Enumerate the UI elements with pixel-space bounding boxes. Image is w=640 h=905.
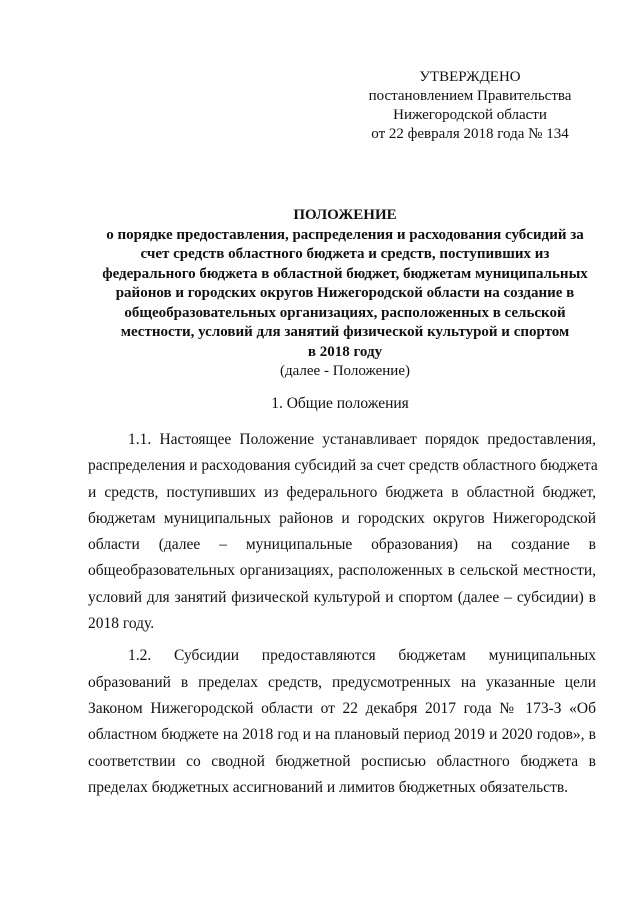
paragraph-line: образований в пределах средств, предусмотренных на указанные цели xyxy=(88,673,596,691)
document-body xyxy=(88,427,596,801)
title-line: местности, условий для занятий физической культурой и спортом xyxy=(120,324,570,340)
title-line: о порядке предоставления, распределения и расходования субсидий за xyxy=(106,226,584,243)
title-line: общеобразовательных организациях, расположенных в сельской xyxy=(124,304,566,321)
paragraph-line: и средств, поступивших из федерального бюджета в областной бюджет, xyxy=(88,483,596,501)
approval-line: Нижегородской области xyxy=(393,107,547,123)
paragraph-line: соответствии со сводной бюджетной росписью областного бюджета в xyxy=(88,752,596,770)
document-title xyxy=(80,206,610,382)
paragraph-line: 1.2. Субсидии предоставляются бюджетам муниципальных xyxy=(128,647,596,665)
paragraph-line: области (далее – муниципальные образования) на создание в xyxy=(88,536,596,554)
paragraph-1-1 xyxy=(88,427,596,637)
paragraph-line: Законом Нижегородской области от 22 декабря 2017 года № 173-З «Об xyxy=(88,699,596,717)
approval-line: УТВЕРЖДЕНО xyxy=(419,69,521,85)
paragraph-line: общеобразовательных организациях, расположенных в сельской местности, xyxy=(88,562,596,580)
paragraph-line: пределах бюджетных ассигнований и лимитов бюджетных обязательств. xyxy=(88,778,569,796)
paragraph-line: областном бюджете на 2018 год и на плановый период 2019 и 2020 годов», в xyxy=(88,726,596,744)
approval-line: от 22 февраля 2018 года № 134 xyxy=(371,126,569,142)
title-line: районов и городских округов Нижегородской области на создание в xyxy=(115,285,575,301)
approval-stamp xyxy=(350,68,590,144)
title-line: федерального бюджета в областной бюджет, бюджетам муниципальных xyxy=(102,265,588,282)
title-line: счет средств областного бюджета и средств, поступивших из xyxy=(140,246,550,262)
paragraph-line: 1.1. Настоящее Положение устанавливает порядок предоставления, xyxy=(128,431,596,448)
title-heading: ПОЛОЖЕНИЕ xyxy=(293,207,397,223)
section-heading: 1. Общие положения xyxy=(271,395,409,412)
approval-line: постановлением Правительства xyxy=(368,88,572,104)
paragraph-line: условий для занятий физической культурой и спортом (далее – субсидии) в xyxy=(88,588,596,606)
paragraph-line: распределения и расходования субсидий за счет средств областного бюджета xyxy=(88,457,598,475)
title-line: в 2018 году xyxy=(307,343,383,360)
paragraph-1-2 xyxy=(88,643,596,801)
paragraph-line: бюджетам муниципальных районов и городских округов Нижегородской xyxy=(88,509,596,527)
title-note: (далее - Положение) xyxy=(280,363,410,379)
paragraph-line: 2018 году. xyxy=(88,615,155,633)
